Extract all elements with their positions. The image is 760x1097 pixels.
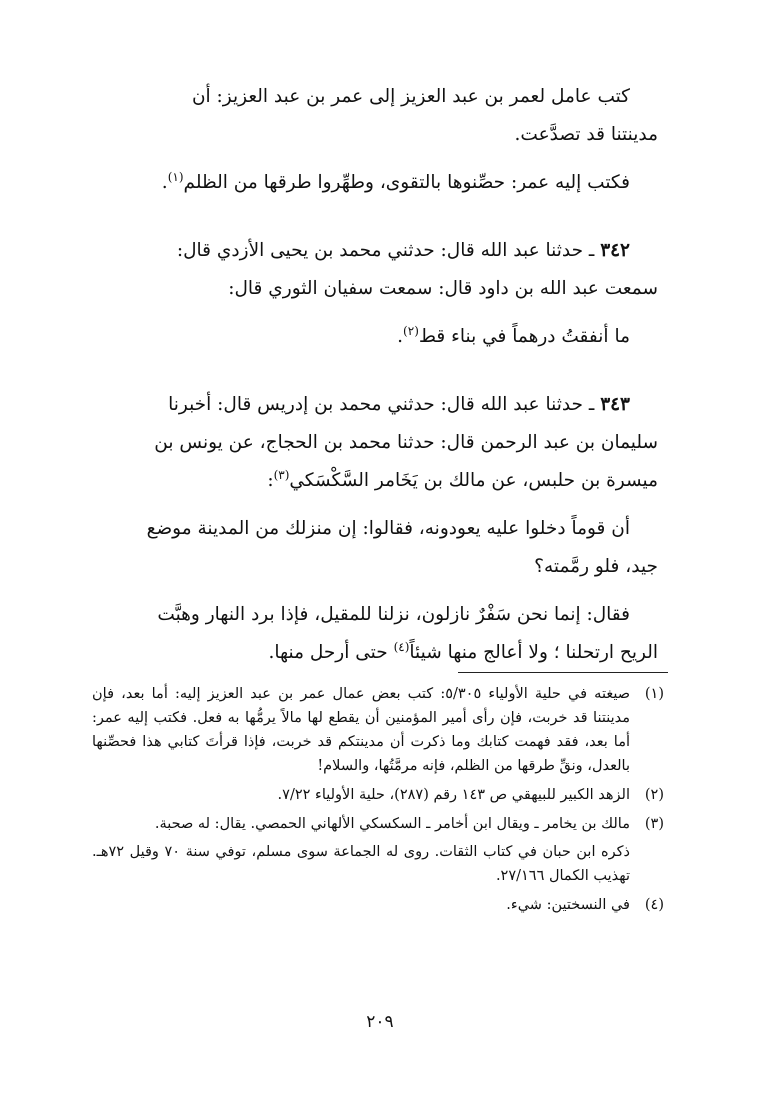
- hadith-number-343: ٣٤٣: [600, 394, 630, 415]
- footnote-text: الزهد الكبير للبيهقي ص ١٤٣ رقم (٢٨٧)، حلية الأولياء ٧/٢٢.: [277, 787, 630, 803]
- footnote-3: [92, 812, 664, 888]
- hadith-343-line-2: سليمان بن عبد الرحمن قال: حدثنا محمد بن الحجاج، عن يونس بن: [154, 432, 658, 453]
- main-text: [98, 78, 658, 672]
- footnote-1: [92, 682, 664, 778]
- footnote-body: [92, 812, 630, 888]
- footnote-mark: (٣): [644, 816, 664, 832]
- paragraph-6-line-1: أن قوماً دخلوا عليه يعودونه، فقالوا: إن منزلك من المدينة موضع: [146, 518, 630, 539]
- footnote-ref-4[interactable]: (٤): [393, 639, 410, 654]
- footnote-separator: [458, 672, 668, 673]
- paragraph-2-text: فكتب إليه عمر: حصِّنوها بالتقوى، وطهِّروا طرقها من الظلم: [183, 172, 630, 193]
- hadith-343-line-1: [98, 386, 658, 424]
- paragraph-7-line-2-text: الريح ارتحلنا ؛ ولا أعالج منها شيئاً: [409, 642, 658, 663]
- hadith-343-line-3-end: :: [267, 470, 274, 491]
- paragraph-1-line-1: كتب عامل لعمر بن عبد العزيز إلى عمر بن عبد العزيز: أن: [191, 86, 630, 107]
- footnotes: [92, 682, 664, 922]
- paragraph-7-line-2-end: حتى أرحل منها.: [268, 642, 394, 663]
- paragraph-1-line-2: مدينتنا قد تصدَّعت.: [514, 124, 658, 145]
- footnote-separator-area: [98, 672, 658, 674]
- footnote-text: ذكره ابن حبان في كتاب الثقات. روى له الجماعة سوى مسلم، توفي سنة ٧٠ وقيل ٧٢هـ. تهذيب الكمال ٢٧/١٦٦.: [92, 844, 630, 884]
- footnote-ref-3[interactable]: (٣): [273, 467, 290, 482]
- hadith-343-line-3-text: ميسرة بن حلبس، عن مالك بن يَخَامر السَّكْسَكي: [289, 470, 658, 491]
- page-number: ٢٠٩: [366, 1012, 394, 1032]
- paragraph-6-line-2: جيد، فلو رمَّمته؟: [534, 556, 658, 577]
- footnote-ref-2[interactable]: (٢): [403, 323, 419, 338]
- hadith-343-isnad: ـ حدثنا عبد الله قال: حدثني محمد بن إدريس قال: أخبرنا: [168, 394, 601, 415]
- hadith-342-line-2: سمعت عبد الله بن داود قال: سمعت سفيان الثوري قال:: [228, 278, 658, 299]
- paragraph-2-end: .: [161, 172, 168, 193]
- footnote-body: [92, 893, 630, 917]
- footnote-text: صيغته في حلية الأولياء ٥/٣٠٥: كتب بعض عمال عمر بن عبد العزيز إليه: أما بعد، فإن مدينتنا قد خربت، فإن رأى أمير المؤمنين أن يقطع لها مالاً يرمُّها به فعل. فكتب إليه عمر: أما بعد، فقد فهمت كتابك وما ذكرت أن مدينتكم قد خربت، فإذا قرأتَ كتابي هذا فحصِّنها بالعدل، ونقِّ طرقها من الظلم، فإنه مرمَّتُها، والسلام!: [92, 686, 631, 774]
- page-body: [92, 78, 664, 913]
- paragraph-7-line-1: فقال: إنما نحن سَفْرٌ نازلون، نزلنا للمقيل، فإذا برد النهار وهبَّت: [157, 604, 630, 625]
- footnote-body: [92, 783, 630, 807]
- footnote-text: في النسختين: شيء.: [506, 897, 630, 913]
- footnote-mark: (٤): [644, 897, 664, 913]
- footnote-mark: (٢): [644, 787, 664, 803]
- footnote-mark: (١): [644, 686, 664, 702]
- footnote-2: [92, 783, 664, 807]
- paragraph-7-line-2: [98, 634, 658, 672]
- footnote-body: [92, 682, 630, 778]
- hadith-number-342: ٣٤٢: [600, 240, 630, 261]
- footnote-ref-1[interactable]: (١): [167, 169, 184, 184]
- hadith-342-isnad: ـ حدثنا عبد الله قال: حدثني محمد بن يحيى الأزدي قال:: [176, 240, 601, 261]
- hadith-343-line-3: [98, 462, 658, 500]
- hadith-342-matn-text: ما أنفقتُ درهماً في بناء قط: [418, 326, 630, 347]
- paragraph-2: [98, 164, 658, 202]
- footnote-4: [92, 893, 664, 917]
- hadith-342-matn: [98, 318, 658, 356]
- footnote-text: مالك بن يخامر ـ ويقال ابن أخامر ـ السكسكي الألهاني الحمصي. يقال: له صحبة.: [154, 816, 630, 832]
- hadith-342-line-1: [98, 232, 658, 270]
- hadith-342-matn-end: .: [397, 326, 404, 347]
